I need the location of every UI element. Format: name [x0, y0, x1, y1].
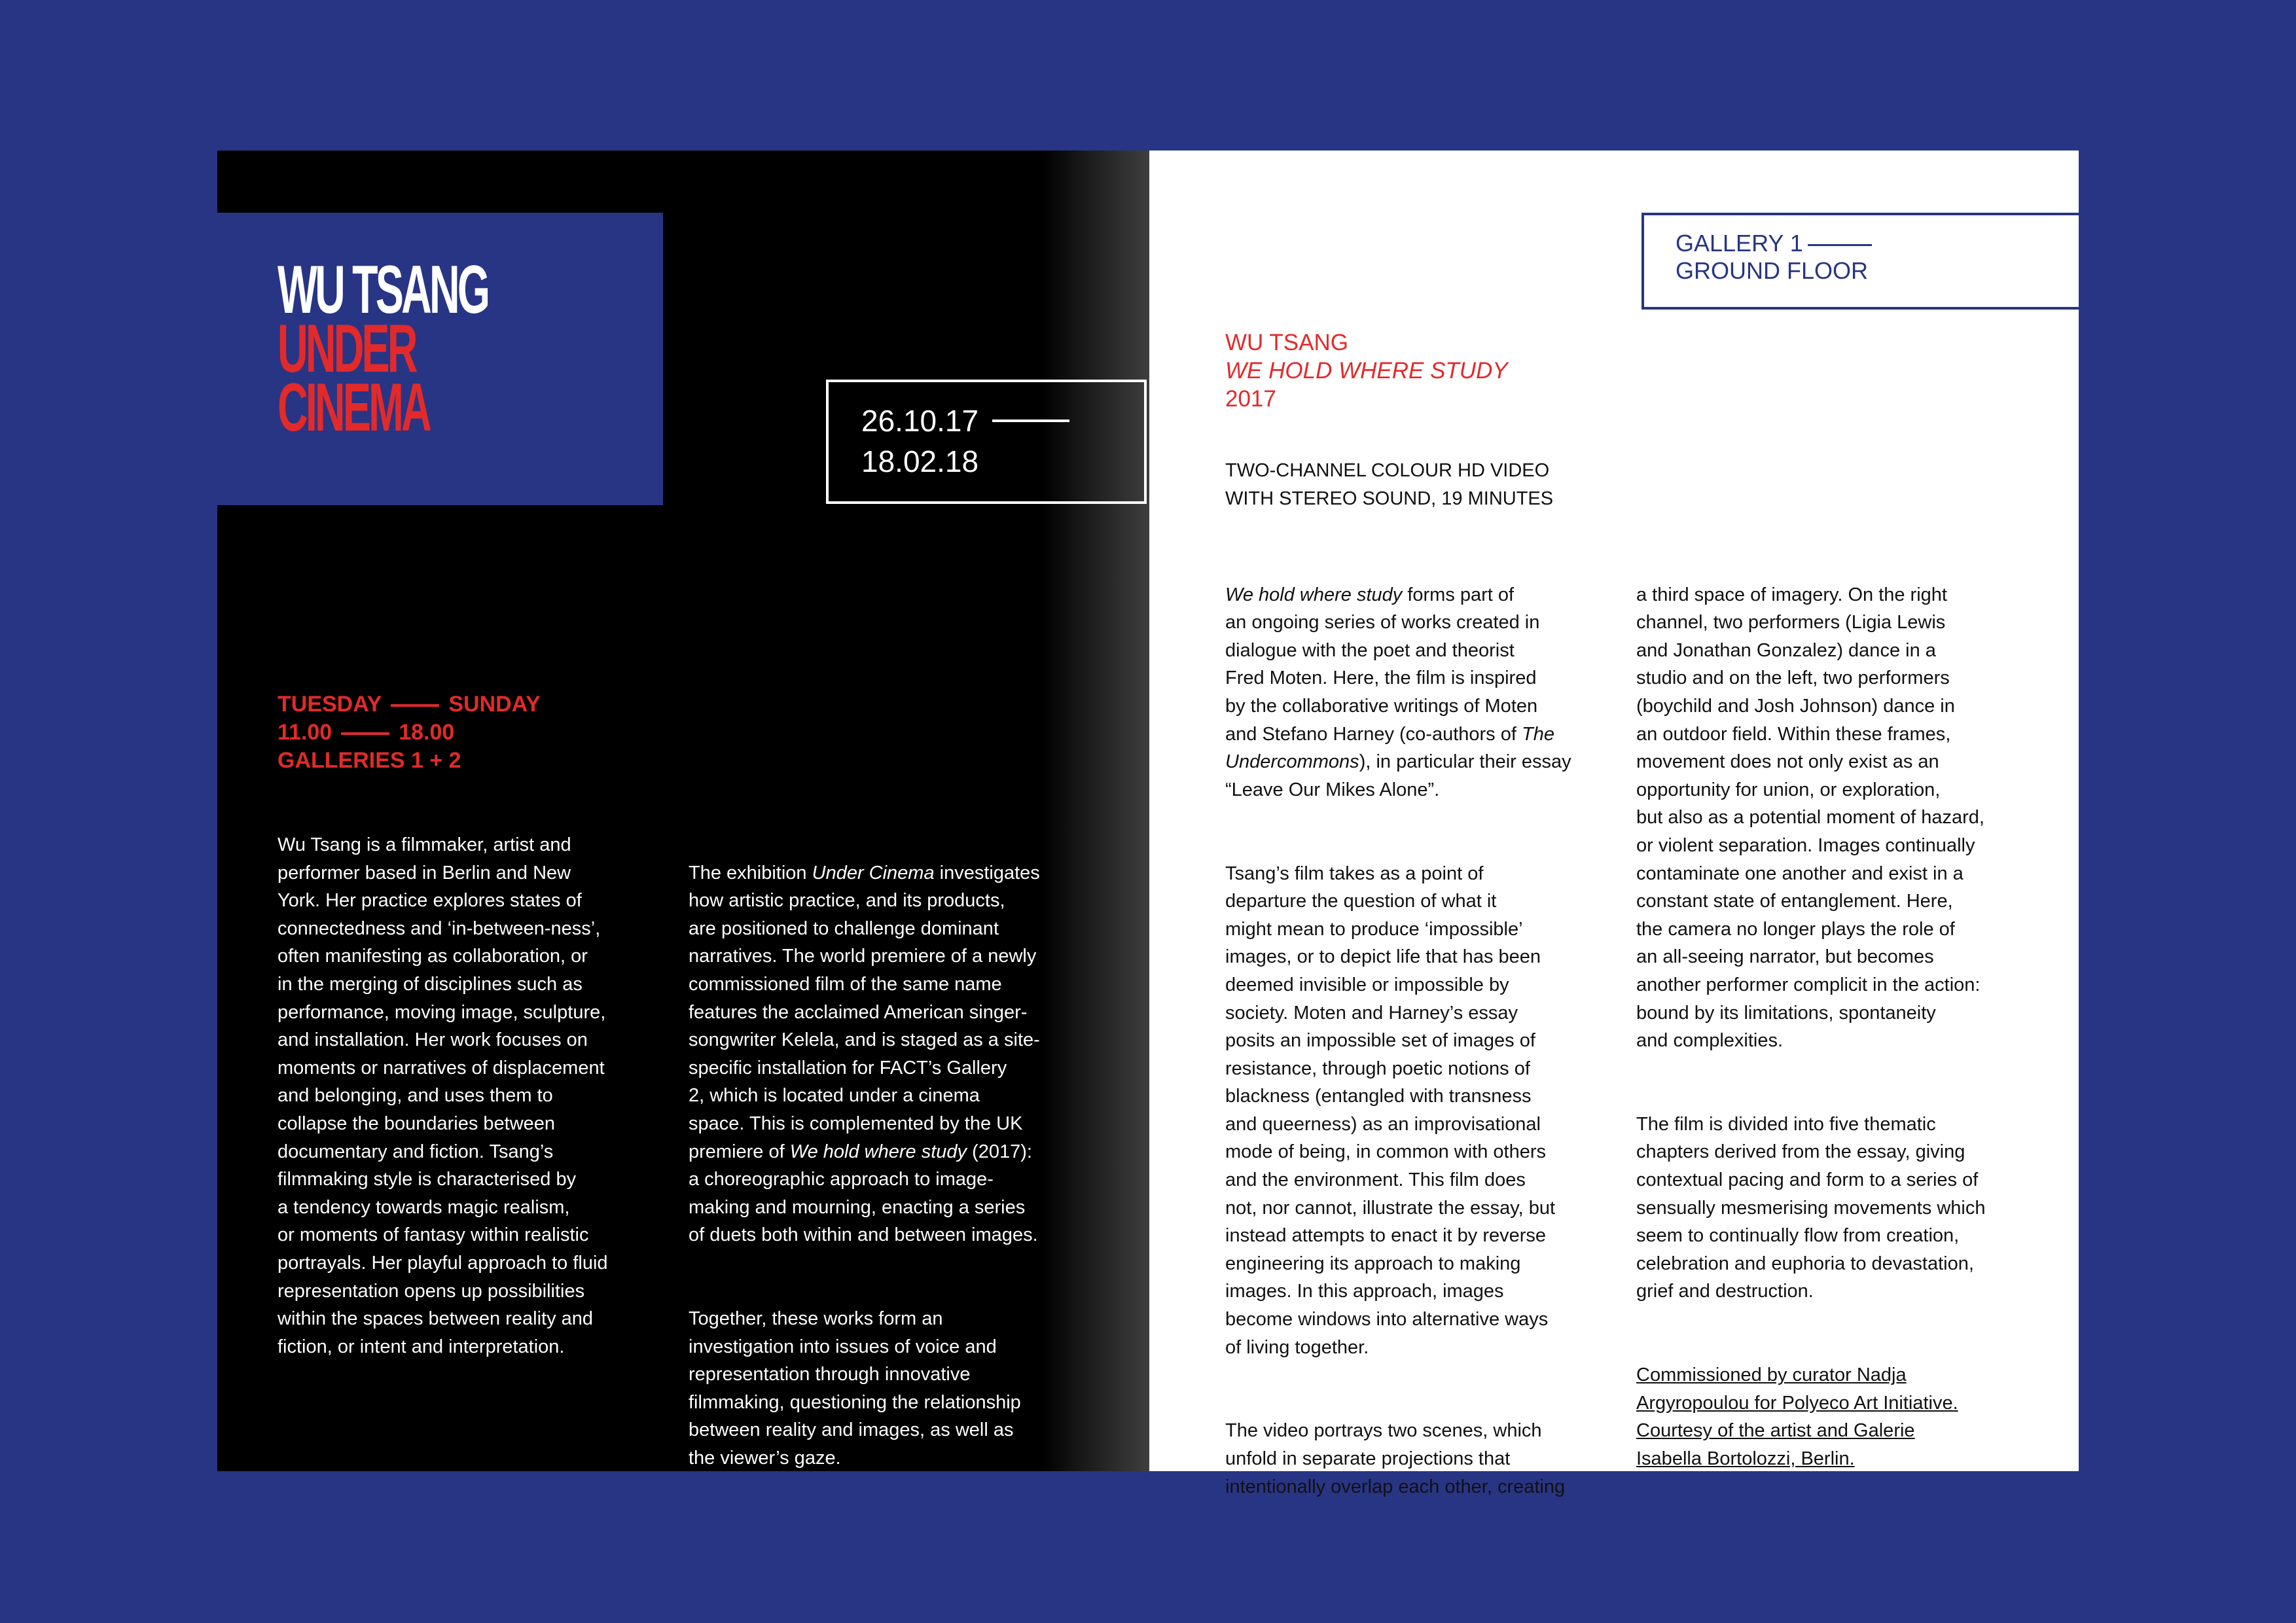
work-title: WE HOLD WHERE STUDY — [1225, 358, 1508, 383]
artist-bio: Wu Tsang is a filmmaker, artist and performer based in Berlin and New York. Her practice explores states of connectedness and ‘in-between-ness’, often manifesting as collaboration, or in the merging of disciplines such as performance, moving image, sculpture, and installation. Her work focuses on moments or narratives of displacement and belonging, and uses them to collapse the boundaries between documentary and fiction. Tsang’s filmmaking style is characterised by a tendency towards magic realism, or moments of fantasy within realistic portrayals. Her playful approach to fluid representation opens up possibilities within the spaces between reality and fiction, or intent and interpretation. — [278, 834, 608, 1357]
work-year: 2017 — [1225, 386, 1276, 412]
brochure-spread — [217, 151, 2079, 1497]
title-artist: WU TSANG — [278, 252, 488, 328]
exhibition-paragraph-2: Together, these works form an investigation into issues of voice and representation through innovative filmmaking, questioning the relationship between reality and images, as well as the viewer’s gaze. — [689, 1308, 1021, 1469]
work-paragraph-5: The film is divided into five thematic chapters derived from the essay, giving contextual pacing and form to a series of sensually mesmerising movements which seem to continually flow from creation, celebration and euphoria to devastation, grief and destruction. — [1636, 1113, 1986, 1302]
end-date: 18.02.18 — [861, 444, 979, 478]
work-description-col-1 — [1225, 553, 1618, 1556]
opening-hours — [278, 690, 541, 775]
gallery-dash — [1808, 244, 1872, 246]
date-dash — [992, 419, 1069, 422]
date-box — [826, 380, 1147, 504]
work-artist: WU TSANG — [1225, 330, 1348, 355]
opening-times — [278, 719, 541, 747]
work-description-col-2 — [1636, 553, 2042, 1529]
work-paragraph-1: We hold where study forms part of an ongoing series of works created in dialogue with the poet and theorist Fred Moten. Here, the film is inspired by the collaborative writings of Moten and Stefano Harney (co-authors of The Undercommons), in particular their essay “Leave Our Mikes Alone”. — [1225, 584, 1571, 800]
title-block — [217, 213, 663, 505]
days-to: SUNDAY — [448, 692, 541, 717]
time-from: 11.00 — [278, 720, 332, 745]
gallery-floor: GROUND FLOOR — [1676, 257, 1869, 284]
exhibition-paragraph-1: The exhibition Under Cinema investigates how artistic practice, and its products, are positioned to challenge dominant narratives. The world premiere of a newly commissioned film of the same name features the acclaimed American singer- songwriter Kelela, and is staged as a site- specific installation for FACT’s Gallery 2, which is located under a cinema space. This is complemented by the UK premiere of We hold where study (2017): a choreographic approach to image- making and mourning, enacting a series of duets both within and between images. — [689, 862, 1040, 1246]
work-paragraph-4: a third space of imagery. On the right channel, two performers (Ligia Lewis and Jonathan Gonzalez) dance in a studio and on the left, two performers (boychild and Josh Johnson) dance in an outdoor field. Within these frames, movement does not only exist as an opportunity for union, or exploration, but also as a potential moment of hazard, or violent separation. Images continually contaminate one another and exist in a constant state of entanglement. Here, the camera no longer plays the role of an all-seeing narrator, but becomes another performer complicit in the action: bound by its limitations, spontaneity and complexities. — [1636, 584, 1984, 1052]
medium-line-2: WITH STEREO SOUND, 19 MINUTES — [1225, 488, 1554, 509]
days-from: TUESDAY — [278, 692, 382, 717]
time-to: 18.00 — [399, 720, 455, 745]
medium-line-1: TWO-CHANNEL COLOUR HD VIDEO — [1225, 460, 1550, 481]
title-line-under: UNDER — [278, 311, 416, 387]
dash — [341, 732, 389, 735]
credit-line: Commissioned by curator Nadja Argyropoulou for Polyeco Art Initiative. Courtesy of the artist and Galerie Isabella Bortolozzi, Berlin. — [1636, 1364, 1958, 1469]
work-medium — [1225, 457, 1553, 512]
galleries-label: GALLERIES 1 + 2 — [278, 748, 461, 773]
right-page — [1149, 151, 2079, 1497]
gallery-number: GALLERY 1 — [1676, 230, 1803, 257]
title-line-cinema: CINEMA — [278, 370, 430, 446]
dash — [391, 704, 439, 707]
work-paragraph-2: Tsang’s film takes as a point of departure the question of what it might mean to produce ‘impossible’ images, or to depict life that has been deemed invisible or impossible by society. Moten and Harney’s essay posits an impossible set of images of resistance, through poetic notions of blackness (entangled with transness and queerness) as an improvisational mode of being, in common with others and the environment. This film does not, nor cannot, illustrate the essay, but instead attempts to enact it by reverse engineering its approach to making images. In this approach, images become windows into alternative ways of living together. — [1225, 863, 1556, 1358]
exhibition-description — [689, 831, 1094, 1528]
gallery-location-box — [1641, 213, 2087, 310]
work-heading — [1225, 329, 1508, 413]
start-date: 26.10.17 — [861, 404, 979, 438]
left-page — [217, 151, 1149, 1471]
opening-days — [278, 690, 541, 719]
work-paragraph-3: The video portrays two scenes, which unfold in separate projections that intentionally overlap each other, creating — [1225, 1420, 1566, 1497]
